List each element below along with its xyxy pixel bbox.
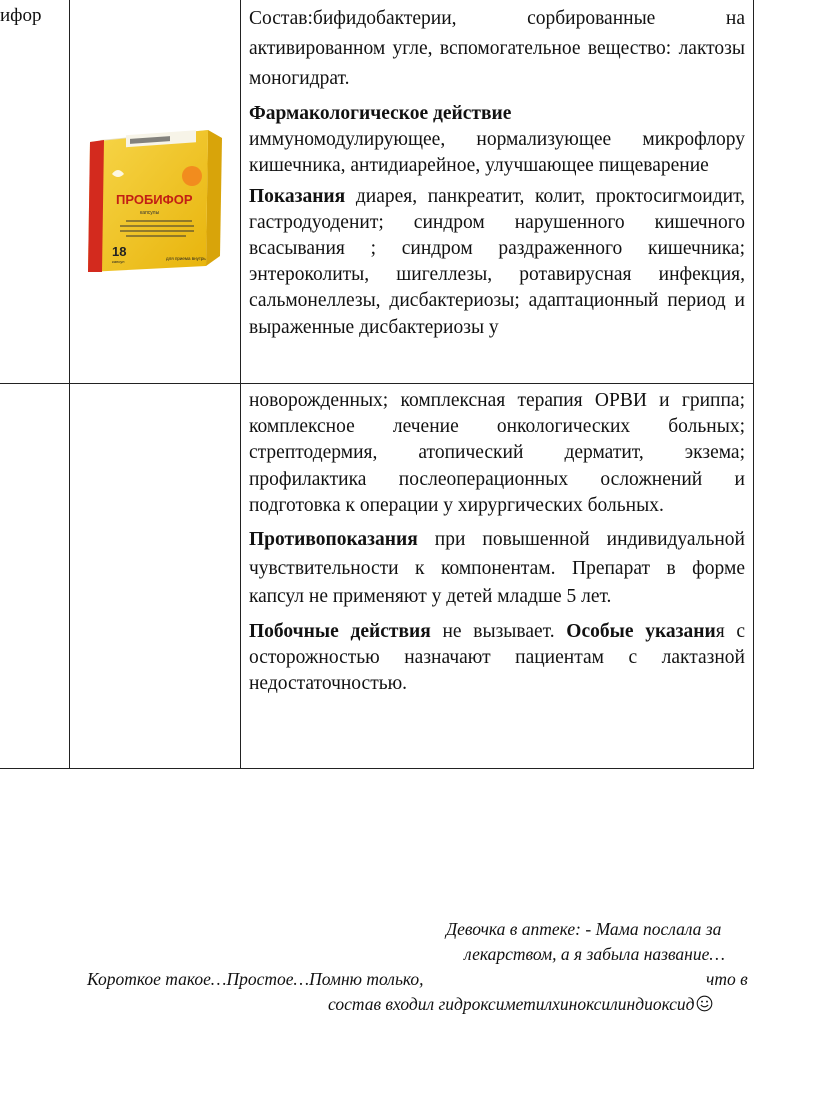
pharmacological-action-text: иммуномодулирующее, нормализующее микрофлору кишечника, антидиарейное, улучшающее пищеварение <box>249 129 745 177</box>
indications-heading: Показания <box>249 185 346 207</box>
special-notes-text: я с осторожностью назначают пациентам с лактазной недостаточностью. <box>249 620 746 694</box>
indications-continued-text: новорожденных; комплексная терапия ОРВИ и гриппа; комплексное лечение онкологических больных; стрептодермия, атопический дерматит, экзема; профилактика послеоперационных осложнений и подготовка к операции у хирургических больных. <box>249 390 745 516</box>
special-notes-heading-part2: указани <box>645 620 716 642</box>
package-note: для приема внутрь <box>166 256 206 261</box>
probifor-package-image <box>86 128 226 274</box>
drug-description-row1 <box>249 4 745 348</box>
package-count: 18 <box>112 244 127 259</box>
contraindications-text: при повышенной индивидуальной чувствительности к компонентам. Препарат в форме капсул не применяют у детей младше 5 лет. <box>249 529 745 608</box>
smiley-face-icon <box>696 992 713 1017</box>
table-border-col1 <box>69 0 70 769</box>
table-border-col2 <box>240 0 241 769</box>
contraindications-heading: Противопоказания <box>249 529 418 551</box>
quote-line-4-wrap <box>328 992 713 1017</box>
pharmacological-action-heading: Фармакологическое действие <box>249 103 512 124</box>
contraindications-paragraph <box>249 526 745 612</box>
quote-line-2: лекарством, а я забыла название… <box>464 944 725 964</box>
indications-paragraph <box>249 184 745 341</box>
table-bottom-border <box>0 768 754 769</box>
package-subtitle: капсулы <box>140 210 160 216</box>
pharmacological-action-paragraph <box>249 101 745 180</box>
composition-paragraph <box>249 4 745 94</box>
indications-text: диарея, панкреатит, колит, проктосигмоидит, гастродуоденит; синдром нарушенного кишечного всасывания ; синдром раздраженного кишечника; энтероколиты, шигеллезы, ротавирусная инфекция, сальмонеллезы, дисбактериозы; адаптационный период и выраженные дисбактериозы у <box>249 185 745 338</box>
drug-description-row2 <box>249 388 745 704</box>
quote-line-1: Девочка в аптеке: - Мама послала за <box>446 919 722 939</box>
package-count-unit: капсул <box>112 259 125 264</box>
quote-line-4: состав входил гидроксиметилхиноксилиндиоксид <box>328 994 695 1014</box>
indications-continued-paragraph <box>249 388 745 519</box>
composition-text: Состав:бифидобактерии, сорбированные на активированном угле, вспомогательное вещество: лактозы моногидрат. <box>249 8 745 89</box>
side-effects-paragraph <box>249 619 745 698</box>
quote-line-3a: Короткое такое…Простое…Помню только, <box>87 969 424 989</box>
quote-line-3b: что в <box>706 969 748 989</box>
package-brand-label: ПРОБИФОР <box>116 192 193 207</box>
side-effects-text: не вызывает. <box>442 620 555 642</box>
special-notes-heading-part1: Особые <box>566 620 634 642</box>
table-row-separator <box>0 383 754 384</box>
table-border-right <box>753 0 754 769</box>
drug-name-cell: ифор <box>0 5 42 26</box>
side-effects-heading: Побочные действия <box>249 620 431 642</box>
